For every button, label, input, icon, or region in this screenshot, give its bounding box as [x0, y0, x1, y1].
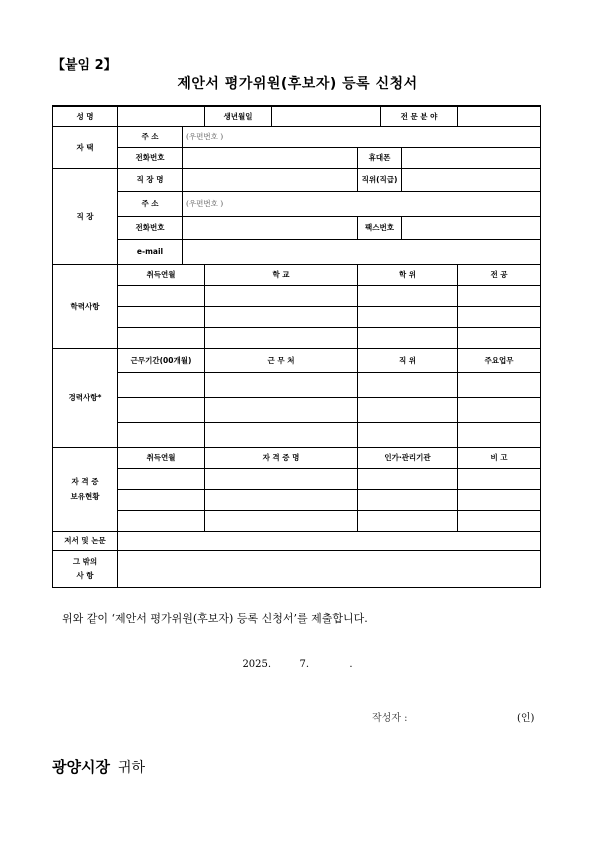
position-label: 직위(직급) [358, 168, 402, 191]
date-day: . [349, 659, 353, 670]
seal-label: (인) [517, 713, 535, 724]
name-label: 성 명 [53, 106, 118, 126]
date-year: 2025. [242, 659, 272, 670]
license-header-authority: 인가·관리기관 [358, 447, 458, 468]
declaration-text: 위와 같이 ‘제안서 평가위원(후보자) 등록 신청서’를 제출합니다. [62, 612, 368, 625]
others-label-line1: 그 밖의 [72, 556, 98, 566]
work-address-input[interactable]: (우편번호 ) [183, 191, 541, 216]
name-row [53, 106, 541, 126]
career-header-duties: 주요업무 [458, 348, 541, 372]
addressee [52, 756, 145, 777]
license-label-line1: 자 격 증 [71, 477, 99, 486]
license-header-notes: 비 고 [458, 447, 541, 468]
company-input[interactable] [183, 168, 358, 191]
career-header-position: 직 위 [358, 348, 458, 372]
birth-label: 생년월일 [205, 106, 272, 126]
fax-input[interactable] [402, 216, 541, 239]
workplace-section-label: 직 장 [53, 168, 118, 264]
fax-label: 팩스번호 [358, 216, 402, 239]
work-phone-label: 전화번호 [118, 216, 183, 239]
addressee-name: 광양시장 [52, 758, 110, 776]
addressee-honorific: 귀하 [117, 760, 146, 776]
writer-label: 작성자 : [372, 713, 408, 724]
education-header-degree: 학 위 [358, 264, 458, 285]
field-label: 전 문 분 야 [381, 106, 458, 126]
email-label: e-mail [118, 239, 183, 264]
education-header-date: 취득연월 [118, 264, 205, 285]
others-label-line2: 사 항 [76, 570, 94, 580]
name-input[interactable] [118, 106, 205, 126]
email-input[interactable] [183, 239, 541, 264]
home-phone-label: 전화번호 [118, 147, 183, 168]
papers-input[interactable] [118, 531, 541, 550]
education-section-label: 학력사항 [53, 264, 118, 348]
work-address-label: 주 소 [118, 191, 183, 216]
application-form-table [52, 105, 541, 588]
career-header-period: 근무기간(00개월) [118, 348, 205, 372]
position-input[interactable] [402, 168, 541, 191]
others-input[interactable] [118, 550, 541, 587]
papers-label: 저서 및 논문 [53, 531, 118, 550]
education-header-school: 학 교 [205, 264, 358, 285]
company-label: 직 장 명 [118, 168, 183, 191]
education-row [53, 285, 541, 306]
license-header-name: 자 격 증 명 [205, 447, 358, 468]
license-header-date: 취득연월 [118, 447, 205, 468]
field-input[interactable] [458, 106, 541, 126]
education-row [53, 306, 541, 327]
submission-date [0, 659, 595, 670]
home-phone-input[interactable] [183, 147, 358, 168]
page-title: 제안서 평가위원(후보자) 등록 신청서 [177, 76, 418, 92]
license-row [53, 468, 541, 489]
mobile-label: 휴대폰 [358, 147, 402, 168]
career-section-label: 경력사항* [53, 348, 118, 447]
education-header-major: 전 공 [458, 264, 541, 285]
attachment-label: 【붙임 2】 [52, 58, 117, 73]
career-header-workplace: 근 무 처 [205, 348, 358, 372]
career-row [53, 422, 541, 447]
home-address-label: 주 소 [118, 126, 183, 147]
others-label [53, 550, 118, 587]
career-row [53, 372, 541, 397]
home-address-input[interactable]: (우편번호 ) [183, 126, 541, 147]
license-row [53, 489, 541, 510]
license-section-label [53, 447, 118, 531]
career-row [53, 397, 541, 422]
birth-input[interactable] [272, 106, 381, 126]
education-row [53, 327, 541, 348]
work-phone-input[interactable] [183, 216, 358, 239]
home-section-label: 자 택 [53, 126, 118, 168]
date-month: 7. [299, 659, 309, 670]
license-row [53, 510, 541, 531]
mobile-input[interactable] [402, 147, 541, 168]
license-label-line2: 보유현황 [70, 492, 100, 501]
